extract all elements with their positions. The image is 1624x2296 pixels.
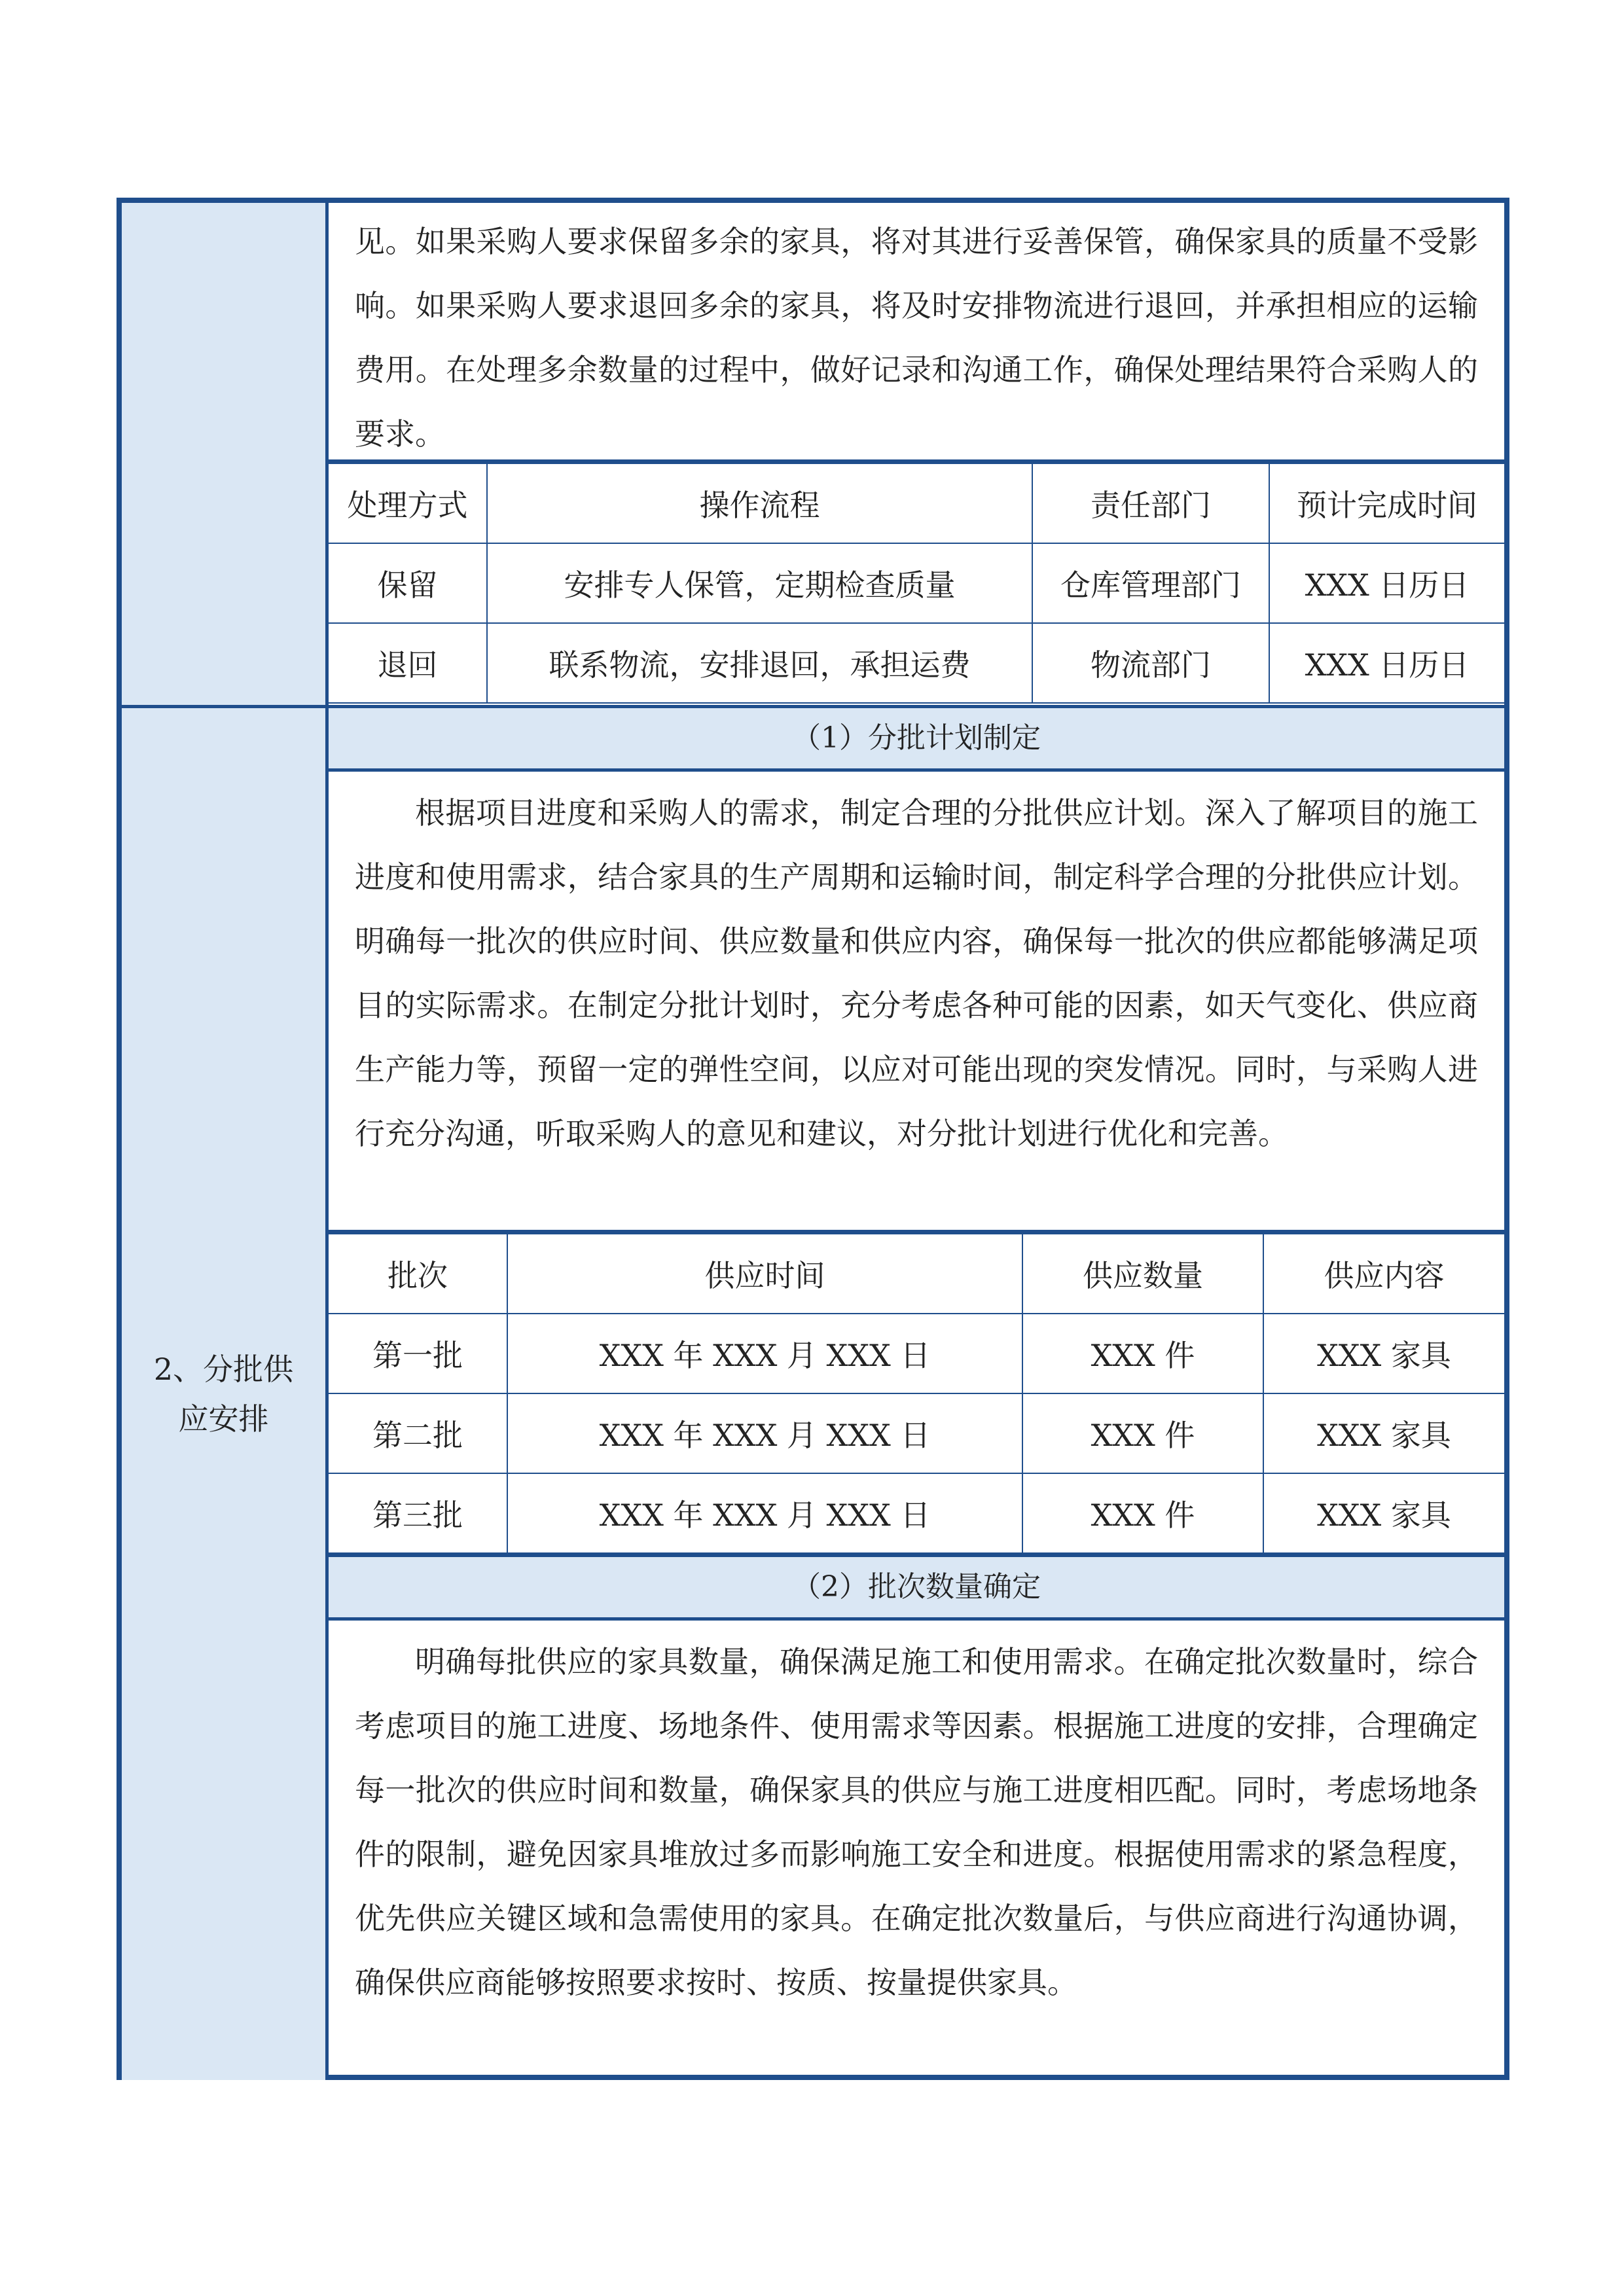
table-cell: XXX 年 XXX 月 XXX 日 [507, 1473, 1022, 1553]
table-cell: 安排专人保管，定期检查质量 [487, 543, 1032, 623]
document-table-frame [117, 198, 1509, 2080]
table-cell: 第二批 [329, 1393, 507, 1473]
header-cell: 供应数量 [1022, 1234, 1263, 1314]
table-cell: 联系物流，安排退回，承担运费 [487, 623, 1032, 703]
table-cell: XXX 家具 [1263, 1314, 1504, 1393]
handling-table [329, 463, 1504, 704]
section1-paragraph: 见。如果采购人要求保留多余的家具，将对其进行妥善保管，确保家具的质量不受影响。如果采购人要求退回多余的家具，将及时安排物流进行退回，并承担相应的运输费用。在处理多余数量的过程中，做好记录和沟通工作，确保处理结果符合采购人的要求。 [355, 224, 1478, 452]
header-cell: 预计完成时间 [1269, 463, 1504, 543]
subsection-paragraph-1: 根据项目进度和采购人的需求，制定合理的分批供应计划。深入了解项目的施工进度和使用需求，结合家具的生产周期和运输时间，制定科学合理的分批供应计划。明确每一批次的供应时间、供应数量和供应内容，确保每一批次的供应都能够满足项目的实际需求。在制定分批计划时，充分考虑各种可能的因素，如天气变化、供应商生产能力等，预留一定的弹性空间，以应对可能出现的突发情况。同时，与采购人进行充分沟通，听取采购人的意见和建议，对分批计划进行优化和完善。 [355, 795, 1478, 1151]
left-label-cell-1 [122, 203, 329, 708]
table-header-row [329, 463, 1504, 543]
table-row [329, 1473, 1504, 1553]
table-row [329, 543, 1504, 623]
subsection-paragraph-2: 明确每批供应的家具数量，确保满足施工和使用需求。在确定批次数量时，综合考虑项目的施工进度、场地条件、使用需求等因素。根据施工进度的安排，合理确定每一批次的供应时间和数量，确保家具的供应与施工进度相匹配。同时，考虑场地条件的限制，避免因家具堆放过多而影响施工安全和进度。根据使用需求的紧急程度，优先供应关键区域和急需使用的家具。在确定批次数量后，与供应商进行沟通协调，确保供应商能够按照要求按时、按质、按量提供家具。 [355, 1644, 1478, 2000]
batch-table [329, 1233, 1504, 1554]
table-cell: 物流部门 [1032, 623, 1269, 703]
section1-paragraph-cell [329, 203, 1504, 459]
section-label: 2、分批供应安排 [153, 1352, 294, 1437]
table-row [329, 1393, 1504, 1473]
subsection-title-2: （2）批次数量确定 [329, 1557, 1504, 1617]
table-header-row [329, 1234, 1504, 1314]
header-cell: 责任部门 [1032, 463, 1269, 543]
table-cell: 第一批 [329, 1314, 507, 1393]
table-cell: XXX 日历日 [1269, 543, 1504, 623]
subsection-paragraph-cell-1 [329, 772, 1504, 1230]
header-cell: 供应时间 [507, 1234, 1022, 1314]
table-cell: XXX 件 [1022, 1473, 1263, 1553]
table-row [329, 623, 1504, 703]
table-cell: 退回 [329, 623, 487, 703]
header-cell: 处理方式 [329, 463, 487, 543]
table-cell: XXX 家具 [1263, 1393, 1504, 1473]
table-cell: XXX 年 XXX 月 XXX 日 [507, 1393, 1022, 1473]
header-cell: 批次 [329, 1234, 507, 1314]
table-row [329, 1314, 1504, 1393]
table-cell: 保留 [329, 543, 487, 623]
table-cell: XXX 家具 [1263, 1473, 1504, 1553]
table-cell: XXX 日历日 [1269, 623, 1504, 703]
header-cell: 操作流程 [487, 463, 1032, 543]
header-cell: 供应内容 [1263, 1234, 1504, 1314]
subsection-title-1: （1）分批计划制定 [329, 708, 1504, 768]
table-cell: 仓库管理部门 [1032, 543, 1269, 623]
left-label-cell-2 [122, 708, 329, 2080]
table-cell: XXX 年 XXX 月 XXX 日 [507, 1314, 1022, 1393]
table-cell: XXX 件 [1022, 1314, 1263, 1393]
table-cell: XXX 件 [1022, 1393, 1263, 1473]
table-cell: 第三批 [329, 1473, 507, 1553]
subsection-paragraph-cell-2 [329, 1621, 1504, 2079]
